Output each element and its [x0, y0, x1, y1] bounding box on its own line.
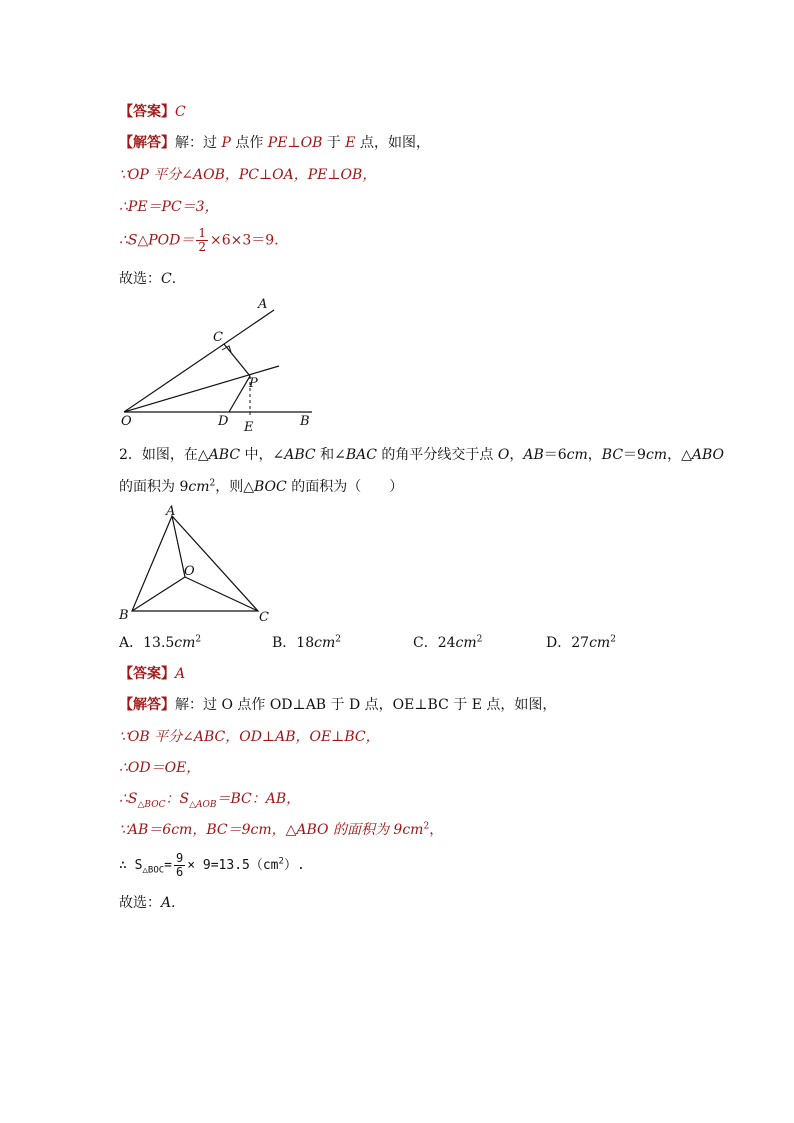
question-text: ＝9	[623, 447, 646, 463]
solution-2-line-1	[119, 696, 556, 714]
fraction-denominator: 6	[176, 865, 184, 879]
solution-text: ＝BC：AB，	[216, 791, 301, 807]
solution-label: 【解答】	[119, 135, 175, 151]
question-2-line-2	[119, 478, 403, 496]
fraction	[196, 227, 208, 254]
question-text: ＝6	[543, 447, 567, 463]
answer-2	[119, 665, 185, 683]
subscript: △BOC	[142, 865, 165, 876]
triangle-abc	[132, 516, 258, 611]
question-text: 和∠	[315, 447, 346, 463]
fraction	[174, 852, 185, 879]
solution-text: ∵OB 平分∠ABC，OD⊥AB，OE⊥BC，	[119, 729, 380, 745]
question-unit: cm	[188, 479, 210, 495]
solution-text: ∴S△POD＝	[119, 232, 195, 249]
question-text: 2．如图，在△	[119, 447, 209, 463]
ray-oa	[124, 310, 274, 412]
label-e: E	[244, 420, 254, 434]
option-unit: cm	[174, 635, 196, 651]
solution-text: ∵AB＝6cm，BC＝9cm，△ABO 的面积为 9cm	[119, 822, 424, 838]
segment-bo	[132, 577, 185, 611]
option-letter: D．	[546, 635, 572, 651]
solution-2-line-6	[119, 852, 305, 879]
label-o: O	[184, 564, 195, 579]
option-value: 27	[571, 635, 590, 651]
label-a: A	[258, 297, 268, 312]
label-o: O	[121, 414, 132, 429]
fraction-denominator: 2	[198, 240, 207, 254]
label-c: C	[259, 610, 269, 625]
label-d: D	[218, 414, 229, 429]
superscript: 2	[476, 634, 483, 645]
solution-2-line-3	[119, 759, 200, 777]
option-unit: cm	[314, 635, 336, 651]
solution-text: 点，如图，	[355, 135, 430, 151]
question-unit: cm	[645, 447, 668, 463]
figure-1-angle-bisector	[110, 292, 320, 434]
superscript: 2	[610, 634, 616, 645]
figure-2-triangle	[112, 500, 277, 625]
conclusion-2	[119, 894, 185, 912]
question-text: ，	[587, 447, 602, 463]
answer-label: 【答案】	[119, 666, 175, 682]
label-b: B	[300, 414, 310, 429]
fraction-numerator: 1	[198, 226, 207, 240]
solution-text: ∵OP 平分∠AOB，PC⊥OA，PE⊥OB，	[119, 167, 377, 183]
solution-text: × 9=13.5（cm	[187, 858, 279, 873]
option-letter: A．	[119, 635, 144, 651]
segment-co	[185, 577, 258, 611]
answer-value: A	[175, 666, 186, 682]
perp-condition: PE⊥OB	[267, 135, 323, 151]
conclusion-text: 故选：	[119, 271, 161, 287]
question-text: ，则△	[215, 479, 254, 495]
option-a[interactable]	[119, 634, 201, 652]
solution-text: =	[164, 858, 172, 873]
solution-text: ×6×3＝9．	[210, 232, 289, 249]
question-symbol: ABC	[208, 447, 241, 463]
solution-text: ：S	[165, 791, 190, 807]
question-text: ，△	[667, 447, 692, 463]
option-b[interactable]	[272, 634, 341, 652]
solution-text: 于	[322, 135, 346, 151]
option-value: 13.5	[143, 635, 175, 651]
option-unit: cm	[455, 635, 477, 651]
option-letter: B．	[272, 635, 297, 651]
option-value: 24	[437, 635, 456, 651]
conclusion-value: C	[161, 271, 172, 287]
solution-text: 点作	[230, 135, 268, 151]
conclusion-1	[119, 270, 186, 288]
point-p: P	[221, 135, 231, 151]
conclusion-value: A	[161, 895, 172, 911]
option-d[interactable]	[546, 634, 616, 652]
answer-label: 【答案】	[119, 104, 175, 120]
question-text: 中，∠	[240, 447, 285, 463]
question-text: 的面积为（ ）	[286, 479, 404, 495]
solution-text: ，	[429, 822, 444, 838]
solution-text: 解：过	[175, 135, 222, 151]
conclusion-text: 故选：	[119, 895, 161, 911]
label-c: C	[213, 330, 223, 345]
question-symbol: BAC	[345, 447, 377, 463]
solution-text: 解：过 O 点作 OD⊥AB 于 D 点，OE⊥BC 于 E 点，如图，	[175, 697, 557, 713]
option-unit: cm	[589, 635, 611, 651]
solution-text: ∴PE＝PC＝3，	[119, 199, 219, 215]
superscript: 2	[278, 856, 284, 867]
label-a: A	[166, 504, 176, 519]
solution-2-line-2	[119, 728, 380, 746]
solution-1-line-1	[119, 134, 430, 152]
superscript: 2	[423, 821, 430, 832]
question-text: 的面积为 9	[119, 479, 189, 495]
question-text: ，	[509, 447, 524, 463]
segment-pc	[224, 344, 250, 376]
question-symbol: AB	[523, 447, 544, 463]
option-value: 18	[296, 635, 315, 651]
question-symbol: BC	[601, 447, 624, 463]
answer-1	[119, 103, 186, 121]
conclusion-text: ．	[171, 895, 186, 911]
point-e: E	[345, 135, 356, 151]
solution-text: ∴ S	[119, 858, 143, 873]
solution-1-line-4	[119, 227, 288, 254]
solution-text: ∴S	[119, 791, 138, 807]
question-symbol: BOC	[254, 479, 287, 495]
solution-2-line-4	[119, 790, 300, 808]
solution-text: ∴OD＝OE，	[119, 760, 201, 776]
superscript: 2	[209, 478, 216, 489]
question-symbol: ABO	[691, 447, 725, 463]
option-letter: C．	[413, 635, 438, 651]
solution-1-line-3	[119, 198, 219, 216]
superscript: 2	[335, 634, 341, 645]
fraction-numerator: 9	[176, 851, 184, 865]
conclusion-text: ．	[171, 271, 186, 287]
question-symbol: ABC	[284, 447, 316, 463]
question-text: 的角平分线交于点	[376, 447, 498, 463]
subscript: △AOB	[189, 799, 217, 810]
solution-text: ）.	[283, 858, 305, 873]
superscript: 2	[195, 634, 202, 645]
segment-pd	[229, 376, 250, 412]
question-2-line-1	[119, 446, 724, 464]
subscript: △BOC	[137, 799, 166, 810]
solution-label: 【解答】	[119, 697, 175, 713]
solution-1-line-2	[119, 166, 376, 184]
option-c[interactable]	[413, 634, 482, 652]
answer-value: C	[175, 104, 186, 120]
question-unit: cm	[566, 447, 588, 463]
label-p: P	[249, 376, 258, 391]
solution-2-line-5	[119, 821, 443, 839]
question-symbol: O	[497, 447, 510, 463]
label-b: B	[119, 608, 129, 623]
